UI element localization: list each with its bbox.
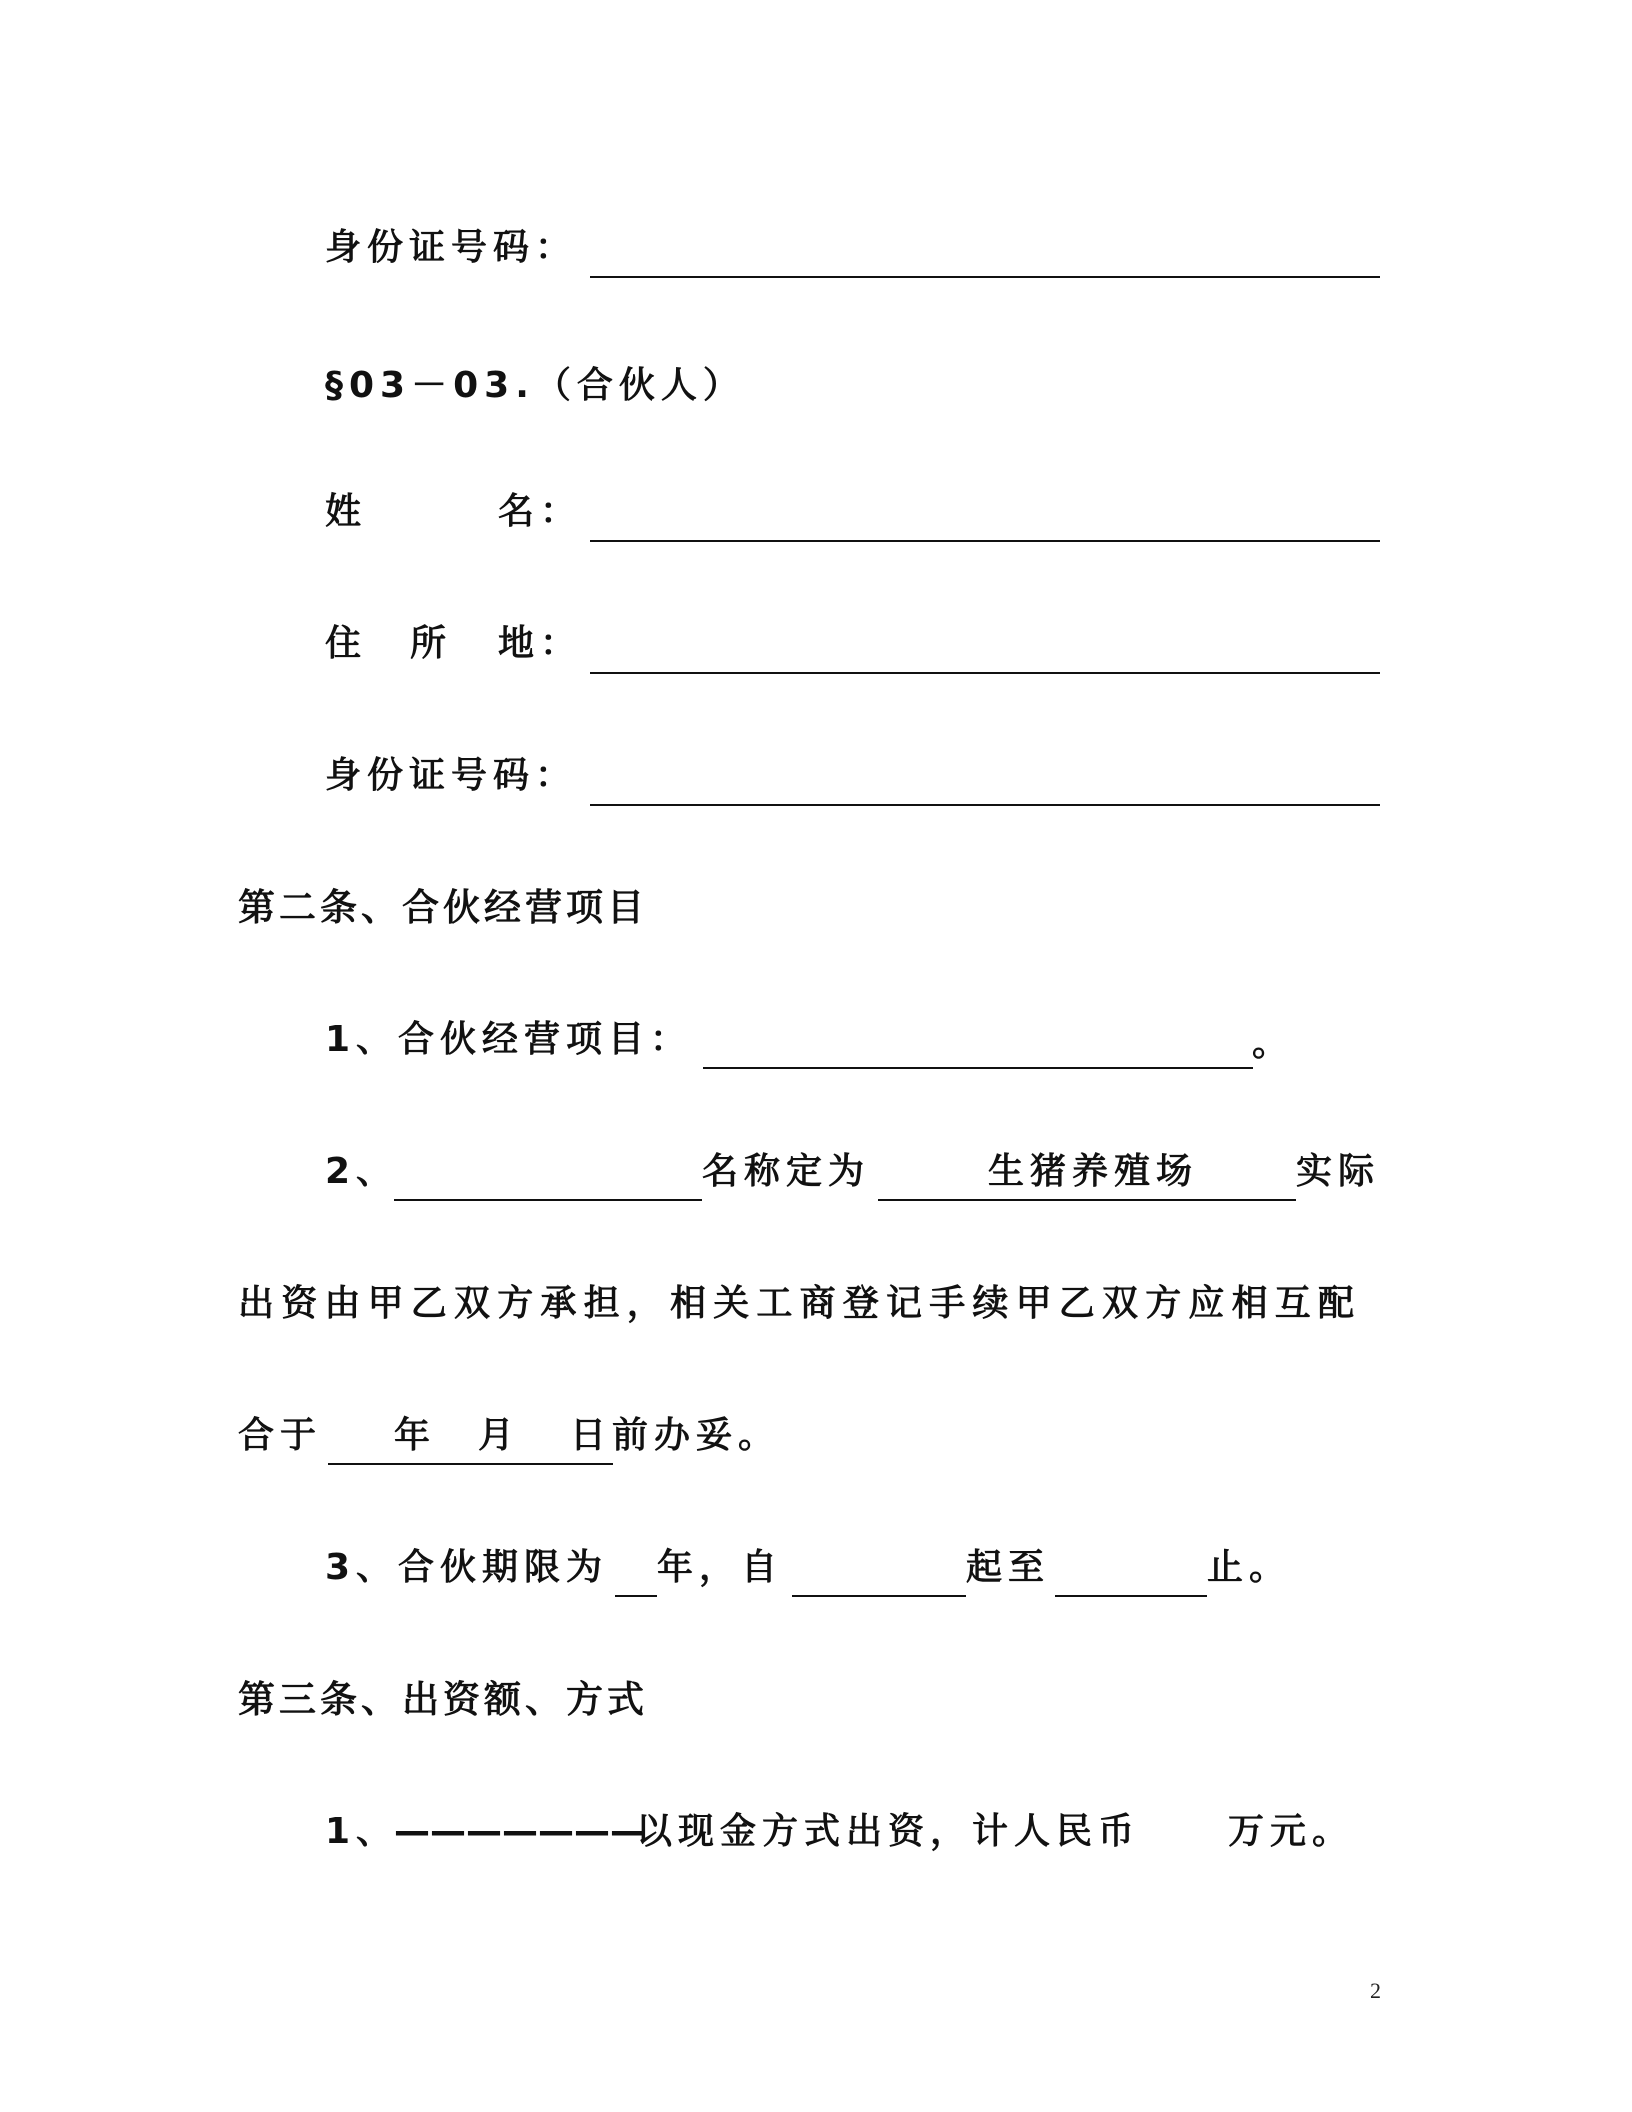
article-3-item-1-blank: ——————— [394, 1811, 646, 1852]
item-3-from-text: 起至 [966, 1547, 1051, 1588]
address-label-char-3: 地： [498, 623, 583, 664]
article-2-heading: 第二条、合伙经营项目 [238, 886, 648, 929]
business-project-label: 1、合伙经营项目： [325, 1019, 693, 1060]
business-project-period: 。 [1252, 1023, 1295, 1064]
address-label-char-2: 所 [410, 623, 453, 664]
partner-section-title: §03－03.（合伙人） [325, 365, 745, 406]
item-2-year-label: 年 [394, 1415, 437, 1456]
item-2-tail-text: 实际 [1296, 1151, 1381, 1192]
item-3-year-text: 年，自 [657, 1547, 784, 1588]
page-number: 2 [1370, 1978, 1381, 2003]
item-2-day-label: 日 [570, 1415, 613, 1456]
term-end-field[interactable] [1055, 1595, 1207, 1597]
article-3-item-1-text: 以现金方式出资，计人民币 [636, 1811, 1141, 1852]
item-2-subject-field[interactable] [394, 1199, 702, 1201]
item-2-number: 2、 [325, 1151, 399, 1192]
item-2-line-2: 出资由甲乙双方承担，相关工商登记手续甲乙双方应相互配 [238, 1283, 1362, 1324]
item-2-name-field[interactable] [878, 1199, 1296, 1201]
item-2-month-label: 月 [478, 1415, 521, 1456]
address-field[interactable] [590, 672, 1380, 674]
term-years-field[interactable] [615, 1595, 657, 1597]
id-number-field-2[interactable] [590, 804, 1380, 806]
id-number-label-1: 身份证号码： [325, 227, 578, 268]
name-label-char-1: 姓 [325, 491, 368, 532]
item-3-end-text: 止。 [1207, 1547, 1292, 1588]
name-label-char-2: 名： [498, 491, 583, 532]
item-2-naming-text: 名称定为 [702, 1151, 871, 1192]
item-3-label: 3、合伙期限为 [325, 1547, 609, 1588]
name-field[interactable] [590, 540, 1380, 542]
item-2-date-field[interactable] [328, 1463, 613, 1465]
article-3-heading: 第三条、出资额、方式 [238, 1678, 648, 1721]
term-start-field[interactable] [792, 1595, 966, 1597]
business-project-field[interactable] [703, 1067, 1253, 1069]
item-2-name-value: 生猪养殖场 [988, 1151, 1199, 1192]
article-3-item-1-unit: 万元。 [1228, 1811, 1355, 1852]
article-3-item-1-number: 1、 [325, 1811, 399, 1852]
address-label-char-1: 住 [325, 623, 368, 664]
id-number-field-1[interactable] [590, 276, 1380, 278]
item-2-line-3-start: 合于 [238, 1415, 323, 1456]
id-number-label-2: 身份证号码： [325, 755, 578, 796]
item-2-line-3-end: 前办妥。 [612, 1415, 781, 1456]
